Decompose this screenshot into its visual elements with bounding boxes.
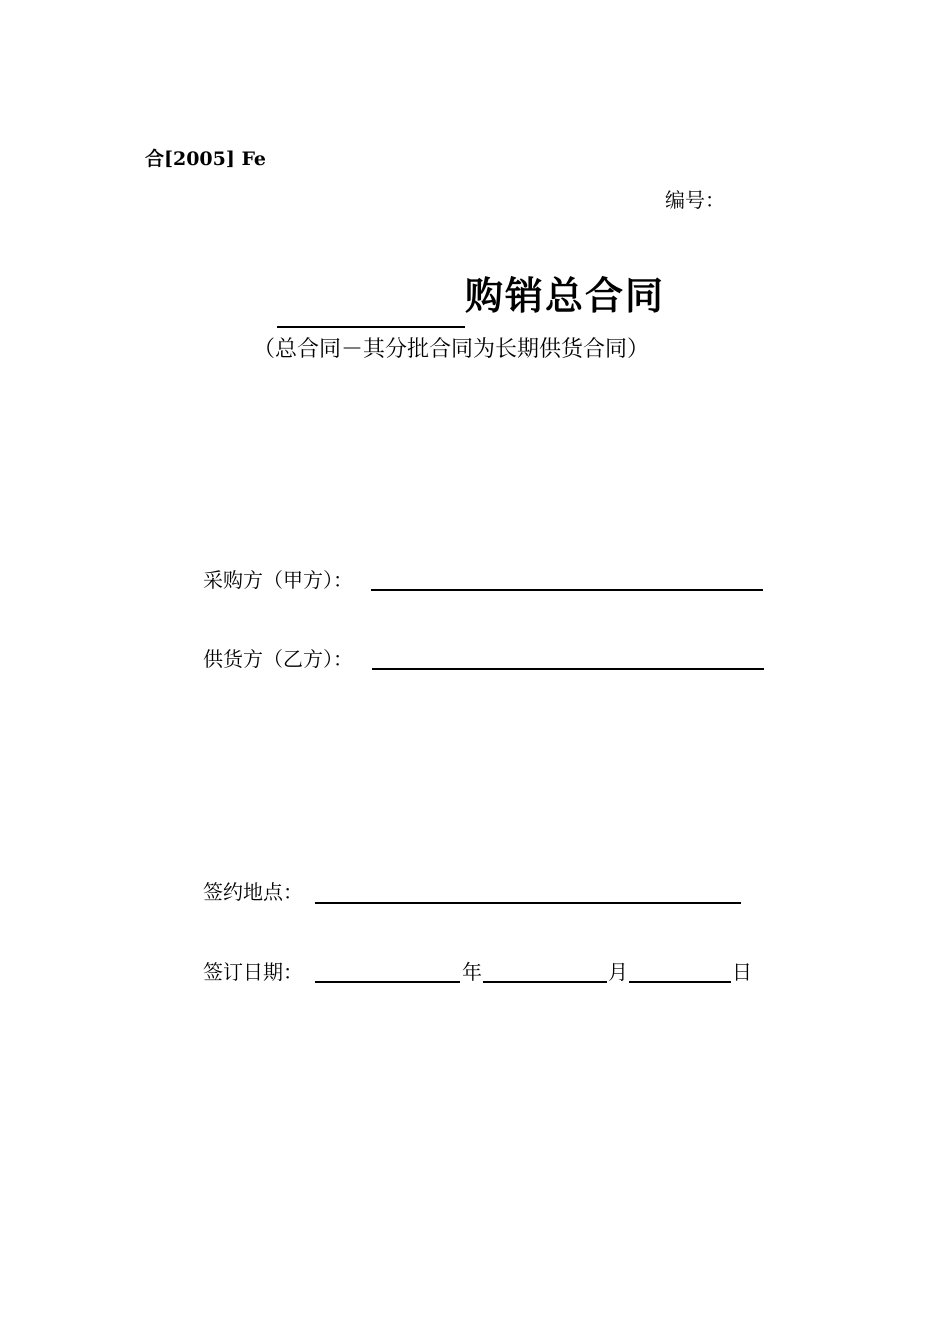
year-field[interactable]	[315, 981, 460, 983]
title-rule	[277, 326, 465, 328]
day-unit: 日	[732, 960, 752, 984]
signing-place-field[interactable]	[315, 902, 741, 904]
buyer-label: 采购方（甲方）：	[203, 568, 353, 592]
supplier-field[interactable]	[372, 668, 764, 670]
buyer-field[interactable]	[371, 589, 763, 591]
supplier-label: 供货方（乙方）：	[203, 647, 353, 671]
document-code: 合[2005] Fe	[145, 148, 267, 170]
page-subtitle: （总合同－其分批合同为长期供货合同）	[253, 337, 650, 362]
month-field[interactable]	[483, 981, 607, 983]
signing-date-label: 签订日期：	[203, 960, 303, 984]
page-title: 购销总合同	[465, 273, 666, 318]
year-unit: 年	[462, 960, 482, 984]
day-field[interactable]	[629, 981, 731, 983]
serial-number-label: 编号：	[665, 188, 725, 212]
month-unit: 月	[608, 960, 628, 984]
signing-place-label: 签约地点：	[203, 880, 303, 904]
